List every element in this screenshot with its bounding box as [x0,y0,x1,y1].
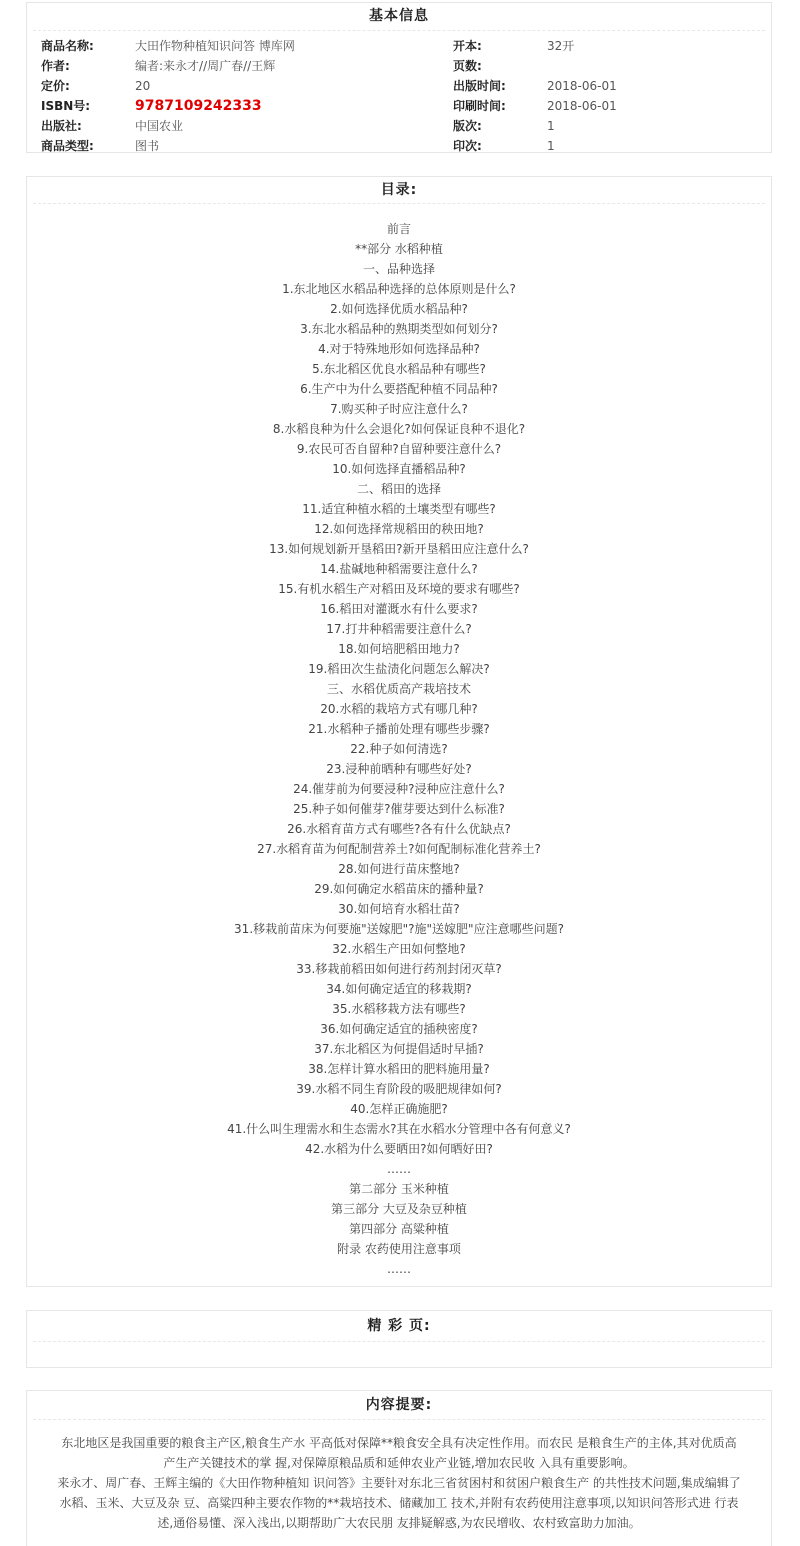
info-label: 定价: [41,79,70,93]
info-label: 商品名称: [41,39,94,53]
toc-item: 23.浸种前晒种有哪些好处? [326,762,472,776]
info-label: 印刷时间: [453,99,506,113]
toc-item: 第三部分 大豆及杂豆种植 [331,1202,467,1216]
toc-list [27,219,771,1279]
info-label: 出版时间: [453,79,506,93]
toc-item: 27.水稻育苗为何配制营养土?如何配制标准化营养土? [257,842,541,856]
toc-item: 7.购买种子时应注意什么? [330,402,468,416]
info-value: 2018-06-01 [547,99,617,113]
info-label: 出版社: [41,119,82,133]
toc-item: 4.对于特殊地形如何选择品种? [318,342,480,356]
highlight-pages-title: 精 彩 页: [367,1318,431,1334]
toc-item: 26.水稻育苗方式有哪些?各有什么优缺点? [287,822,511,836]
toc-item: 14.盐碱地种稻需要注意什么? [320,562,478,576]
info-value: 2018-06-01 [547,79,617,93]
info-label: 开本: [453,39,482,53]
toc-item: 38.怎样计算水稻田的肥料施用量? [308,1062,490,1076]
toc-item: 32.水稻生产田如何整地? [332,942,466,956]
toc-item: 二、稻田的选择 [356,482,441,496]
info-label: ISBN号: [41,99,91,113]
info-value: 32开 [547,39,575,53]
info-label: 印次: [453,139,482,153]
info-label: 版次: [453,119,482,133]
toc-item: 10.如何选择直播稻品种? [332,462,466,476]
toc-item: 9.农民可否自留种?自留种要注意什么? [296,442,502,456]
toc-item: 8.水稻良种为什么会退化?如何保证良种不退化? [272,422,526,436]
divider [33,30,765,31]
toc-item: 21.水稻种子播前处理有哪些步骤? [308,722,490,736]
toc-item: 42.水稻为什么要晒田?如何晒好田? [305,1142,493,1156]
info-label: 商品类型: [41,139,94,153]
summary-text [57,1433,741,1533]
toc-item: 37.东北稻区为何提倡适时早插? [314,1042,484,1056]
summary-paragraph: 东北地区是我国重要的粮食主产区,粮食生产水 平高低对保障**粮食安全具有决定性作用。而农民 是粮食生产的主体,其对优质高产生产关键技术的掌 握,对保障原粮品质和延伸农业产业链,增加农民收 入具有重要影响。 [61,1436,737,1470]
toc-item: 35.水稻移栽方法有哪些? [332,1002,466,1016]
toc-item: 19.稻田次生盐渍化问题怎么解决? [308,662,490,676]
info-value: 编者:来永才//周广春//王辉 [135,59,276,73]
toc-item: 6.生产中为什么要搭配种植不同品种? [300,382,498,396]
toc-item: 一、品种选择 [362,262,435,276]
toc-item: 前言 [386,222,411,236]
toc-item: 第四部分 高粱种植 [349,1222,449,1236]
toc-item: 31.移栽前苗床为何要施"送嫁肥"?施"送嫁肥"应注意哪些问题? [234,922,564,936]
toc-item: 40.怎样正确施肥? [350,1102,448,1116]
toc-item: …… [387,1162,411,1176]
basic-info-title: 基本信息 [369,8,429,24]
toc-item: …… [387,1262,411,1276]
toc-item: 15.有机水稻生产对稻田及环境的要求有哪些? [278,582,520,596]
info-label: 页数: [453,59,482,73]
summary-title: 内容提要: [365,1397,433,1413]
highlight-pages-panel [26,1310,772,1368]
toc-item: **部分 水稻种植 [355,242,443,256]
toc-item: 34.如何确定适宜的移栽期? [326,982,472,996]
toc-item: 附录 农药使用注意事项 [337,1242,461,1256]
toc-item: 25.种子如何催芽?催芽要达到什么标准? [293,802,505,816]
toc-item: 18.如何培肥稻田地力? [338,642,460,656]
info-value: 20 [135,79,151,93]
toc-item: 三、水稻优质高产栽培技术 [326,682,471,696]
info-label: 作者: [41,59,70,73]
toc-panel [26,176,772,1287]
toc-item: 17.打井种稻需要注意什么? [326,622,472,636]
toc-item: 29.如何确定水稻苗床的播种量? [314,882,484,896]
toc-item: 22.种子如何清选? [350,742,448,756]
divider [33,203,765,204]
info-value: 图书 [135,139,160,153]
info-value: 大田作物种植知识问答 博库网 [135,39,295,53]
info-value: 1 [547,139,555,153]
toc-item: 20.水稻的栽培方式有哪几种? [320,702,478,716]
toc-item: 13.如何规划新开垦稻田?新开垦稻田应注意什么? [269,542,529,556]
divider [33,1341,765,1342]
toc-item: 12.如何选择常规稻田的秧田地? [314,522,484,536]
toc-item: 2.如何选择优质水稻品种? [330,302,468,316]
divider [33,1419,765,1420]
info-value: 中国农业 [135,119,184,133]
toc-item: 36.如何确定适宜的插秧密度? [320,1022,478,1036]
info-value: 1 [547,119,555,133]
toc-item: 1.东北地区水稻品种选择的总体原则是什么? [282,282,516,296]
toc-item: 11.适宜种植水稻的土壤类型有哪些? [302,502,496,516]
toc-item: 第二部分 玉米种植 [349,1182,449,1196]
info-value: 9787109242333 [135,98,262,114]
basic-info-panel [26,2,772,153]
toc-item: 3.东北水稻品种的熟期类型如何划分? [300,322,498,336]
toc-item: 39.水稻不同生育阶段的吸肥规律如何? [296,1082,502,1096]
toc-item: 24.催芽前为何要浸种?浸种应注意什么? [293,782,505,796]
toc-item: 41.什么叫生理需水和生态需水?其在水稻水分管理中各有何意义? [227,1122,571,1136]
toc-item: 30.如何培育水稻壮苗? [338,902,460,916]
toc-title: 目录: [380,182,418,198]
toc-item: 33.移栽前稻田如何进行药剂封闭灭草? [296,962,502,976]
toc-item: 16.稻田对灌溉水有什么要求? [320,602,478,616]
toc-item: 5.东北稻区优良水稻品种有哪些? [312,362,486,376]
summary-panel [26,1390,772,1546]
toc-item: 28.如何进行苗床整地? [338,862,460,876]
summary-paragraph: 来永才、周广春、王辉主编的《大田作物种植知 识问答》主要针对东北三省贫困村和贫困户粮食生产 的共性技术问题,集成编辑了水稻、玉米、大豆及杂 豆、高粱四种主要农作物的**栽培技术、储藏加工 技术,并附有农药使用注意事项,以知识问答形式进 行表述,通俗易懂、深入浅出,以期帮助广大农民朋 友排疑解惑,为农民增收、农村致富助力加油。 [57,1476,741,1530]
